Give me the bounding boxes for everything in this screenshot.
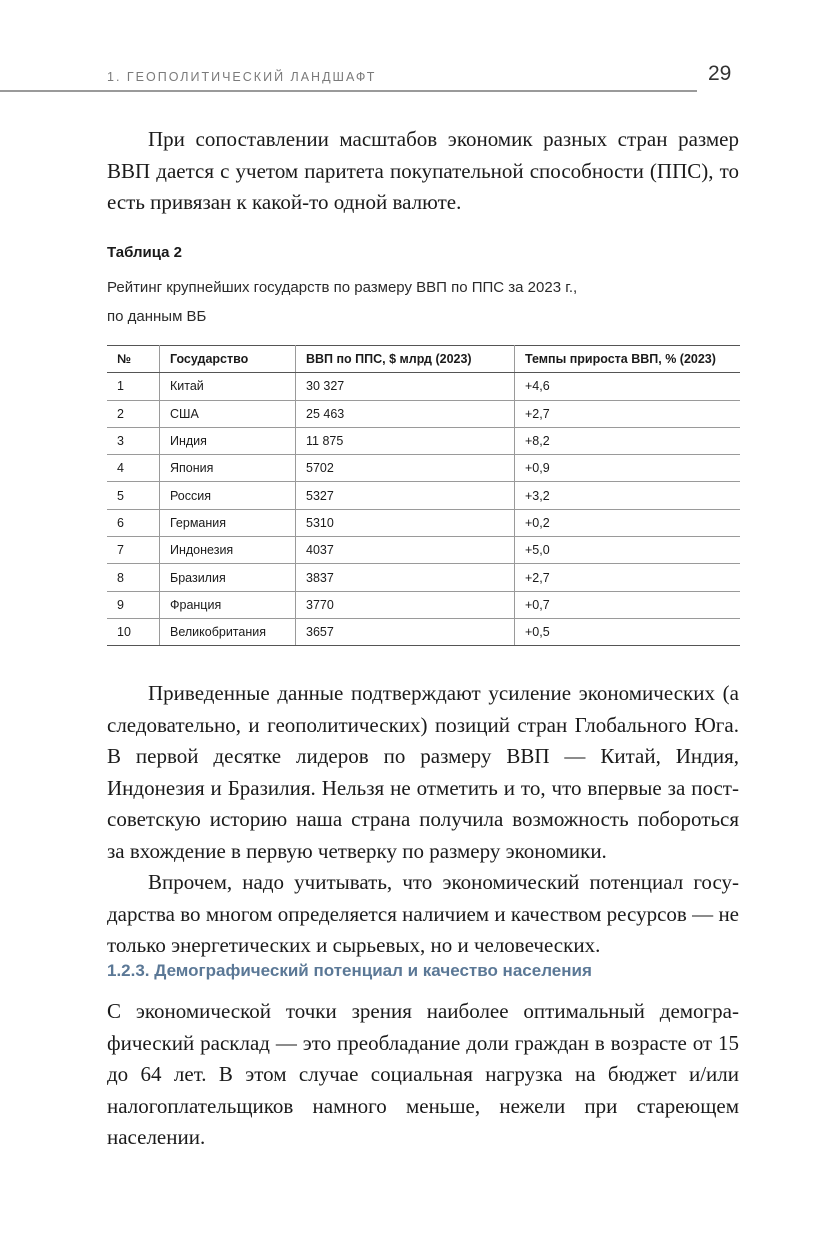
- cell-country: Германия: [160, 509, 296, 536]
- cell-number: 5: [107, 482, 160, 509]
- table-row: [107, 482, 740, 509]
- cell-growth: +8,2: [515, 427, 741, 454]
- body-paragraph: С экономической точки зрения наиболее оптимальный демографический расклад — это преобладание доли граждан в возрасте от 15 до 64 лет. В этом случае социальная нагрузка на бюджет и/или налогоплательщиков намного меньше, нежели при стареющем населении.: [107, 999, 739, 1149]
- cell-number: 1: [107, 373, 160, 400]
- cell-growth: +0,7: [515, 591, 741, 618]
- cell-gdp: 30 327: [296, 373, 515, 400]
- cell-country: Китай: [160, 373, 296, 400]
- cell-number: 9: [107, 591, 160, 618]
- cell-gdp: 3657: [296, 618, 515, 645]
- column-header-number: №: [107, 346, 160, 373]
- running-header: [0, 62, 740, 96]
- cell-gdp: 3770: [296, 591, 515, 618]
- cell-gdp: 11 875: [296, 427, 515, 454]
- cell-gdp: 5310: [296, 509, 515, 536]
- cell-number: 3: [107, 427, 160, 454]
- table-row: [107, 564, 740, 591]
- cell-number: 8: [107, 564, 160, 591]
- table-caption: [107, 273, 727, 331]
- table-title: Таблица 2: [107, 244, 183, 261]
- cell-country: Индонезия: [160, 537, 296, 564]
- column-header-country: Государство: [160, 346, 296, 373]
- table-row: [107, 427, 740, 454]
- cell-growth: +5,0: [515, 537, 741, 564]
- table-caption-line: по данным ВБ: [107, 308, 207, 325]
- cell-gdp: 3837: [296, 564, 515, 591]
- cell-number: 2: [107, 400, 160, 427]
- table-header-row: [107, 346, 740, 373]
- table-row: [107, 618, 740, 645]
- cell-number: 7: [107, 537, 160, 564]
- table-row: [107, 509, 740, 536]
- table-caption-line: Рейтинг крупнейших государств по размеру ВВП по ППС за 2023 г.,: [107, 279, 578, 296]
- cell-country: Индия: [160, 427, 296, 454]
- cell-number: 10: [107, 618, 160, 645]
- cell-country: Великобритания: [160, 618, 296, 645]
- cell-growth: +4,6: [515, 373, 741, 400]
- table-row: [107, 537, 740, 564]
- section-heading: 1.2.3. Демографический потенциал и качество населения: [107, 961, 592, 980]
- header-divider: [0, 90, 697, 92]
- chapter-title: 1. ГЕОПОЛИТИЧЕСКИЙ ЛАНДШАФТ: [107, 70, 377, 84]
- body-paragraph: Приведенные данные подтверждают усиление экономических (а следовательно, и геополитических) позиций стран Глобального Юга. В первой десятке лидеров по размеру ВВП — Китай, Индия, Индонезия и Бразилия. Нельзя не отметить и то, что впервые за постсоветскую историю наша страна получила возможность побороться за вхождение в первую четверку по размеру экономики.: [107, 681, 739, 863]
- cell-gdp: 5327: [296, 482, 515, 509]
- page-number: 29: [708, 62, 732, 85]
- cell-country: Франция: [160, 591, 296, 618]
- cell-gdp: 5702: [296, 455, 515, 482]
- table-row: [107, 591, 740, 618]
- cell-country: Россия: [160, 482, 296, 509]
- table-row: [107, 373, 740, 400]
- table-row: [107, 455, 740, 482]
- column-header-growth: Темпы прироста ВВП, % (2023): [515, 346, 741, 373]
- cell-growth: +0,2: [515, 509, 741, 536]
- cell-growth: +0,5: [515, 618, 741, 645]
- cell-growth: +2,7: [515, 564, 741, 591]
- cell-country: Бразилия: [160, 564, 296, 591]
- column-header-gdp: ВВП по ППС, $ млрд (2023): [296, 346, 515, 373]
- body-paragraph: При сопоставлении масштабов экономик разных стран размер ВВП дается с учетом паритета покупательной способности (ППС), то есть привязан к какой-то одной валюте.: [107, 127, 739, 214]
- cell-gdp: 4037: [296, 537, 515, 564]
- cell-growth: +2,7: [515, 400, 741, 427]
- cell-number: 4: [107, 455, 160, 482]
- cell-growth: +3,2: [515, 482, 741, 509]
- table-row: [107, 400, 740, 427]
- body-paragraph: Впрочем, надо учитывать, что экономический потенциал государства во многом определяется наличием и качеством ресурсов — не только энергетических и сырьевых, но и человеческих.: [107, 870, 739, 957]
- gdp-ranking-table: [107, 345, 740, 646]
- cell-number: 6: [107, 509, 160, 536]
- cell-growth: +0,9: [515, 455, 741, 482]
- cell-country: Япония: [160, 455, 296, 482]
- cell-country: США: [160, 400, 296, 427]
- cell-gdp: 25 463: [296, 400, 515, 427]
- body-text-block: [107, 678, 739, 962]
